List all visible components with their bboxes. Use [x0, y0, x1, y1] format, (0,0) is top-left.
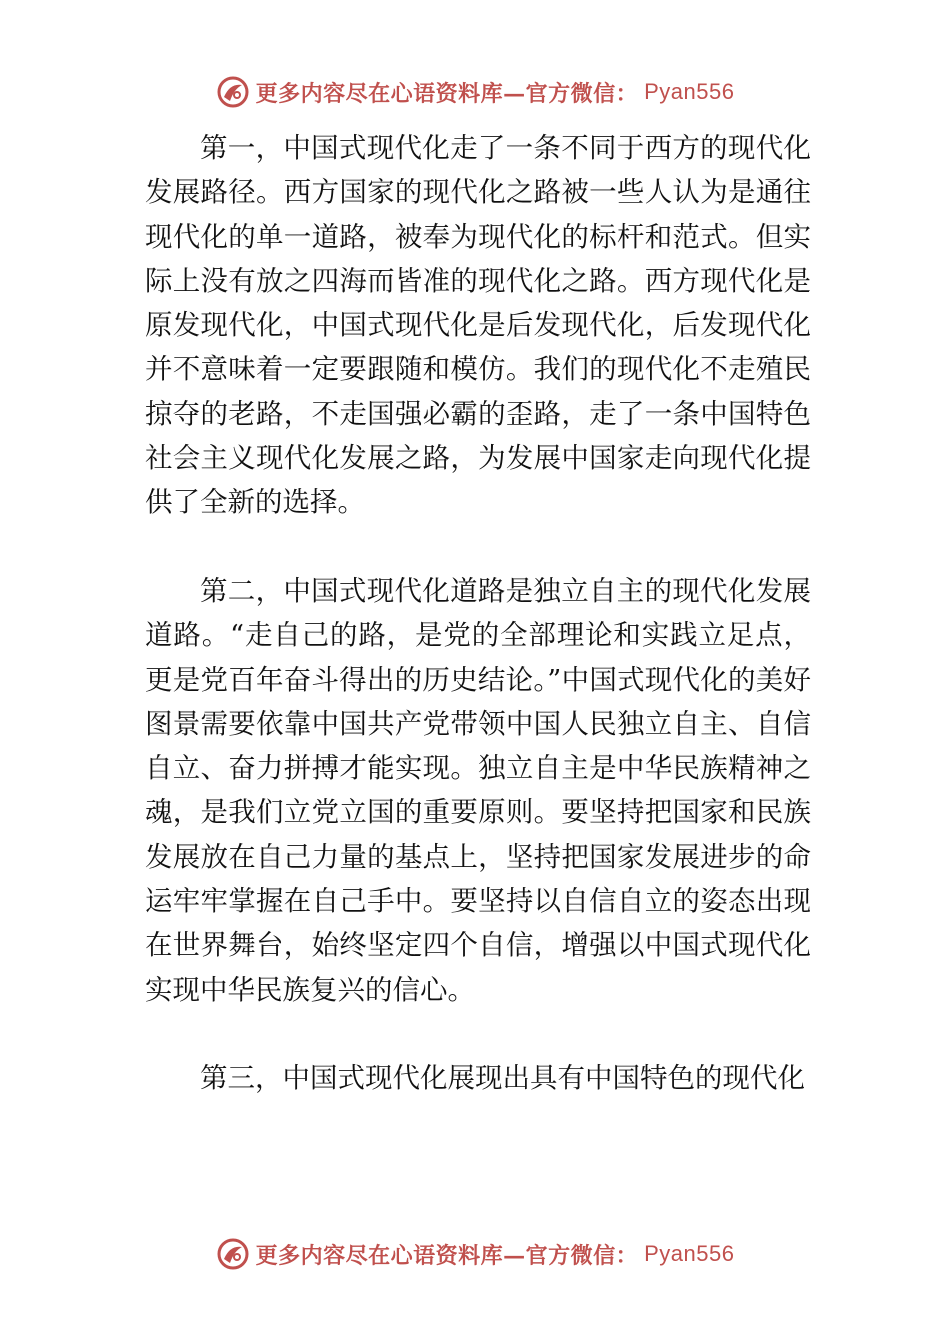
- paragraph-3: 第三，中国式现代化展现出具有中国特色的现代化: [200, 1062, 805, 1095]
- footer-banner-text: 更多内容尽在心语资料库—官方微信：: [255, 1242, 639, 1269]
- footer-banner: [0, 1234, 950, 1274]
- document-body: [145, 126, 811, 1176]
- footer-wechat-id: Pyan556: [644, 1241, 735, 1266]
- paragraph-2: 第二，中国式现代化道路是独立自主的现代化发展道路。“走自己的路，是党的全部理论和实践立足点，更是党百年奋斗得出的历史结论。”中国式现代化的美好图景需要依靠中国共产党带领中国人民独立自主、自信自立、奋力拼搏才能实现。独立自主是中华民族精神之魂，是我们立党立国的重要原则。要坚持把国家和民族发展放在自己力量的基点上，坚持把国家发展进步的命运牢牢掌握在自己手中。要坚持以自信自立的姿态出现在世界舞台，始终坚定四个自信，增强以中国式现代化实现中华民族复兴的信心。: [145, 574, 811, 1006]
- brand-logo-icon: [216, 1237, 250, 1271]
- header-banner-text: 更多内容尽在心语资料库—官方微信：: [255, 80, 639, 107]
- paragraph-1: 第一，中国式现代化走了一条不同于西方的现代化发展路径。西方国家的现代化之路被一些人认为是通往现代化的单一道路，被奉为现代化的标杆和范式。但实际上没有放之四海而皆准的现代化之路。西方现代化是原发现代化，中国式现代化是后发现代化，后发现代化并不意味着一定要跟随和模仿。我们的现代化不走殖民掠夺的老路，不走国强必霸的歪路，走了一条中国特色社会主义现代化发展之路，为发展中国家走向现代化提供了全新的选择。: [145, 132, 811, 519]
- header-banner: [0, 72, 950, 112]
- header-wechat-id: Pyan556: [644, 79, 735, 104]
- brand-logo-icon: [216, 75, 250, 109]
